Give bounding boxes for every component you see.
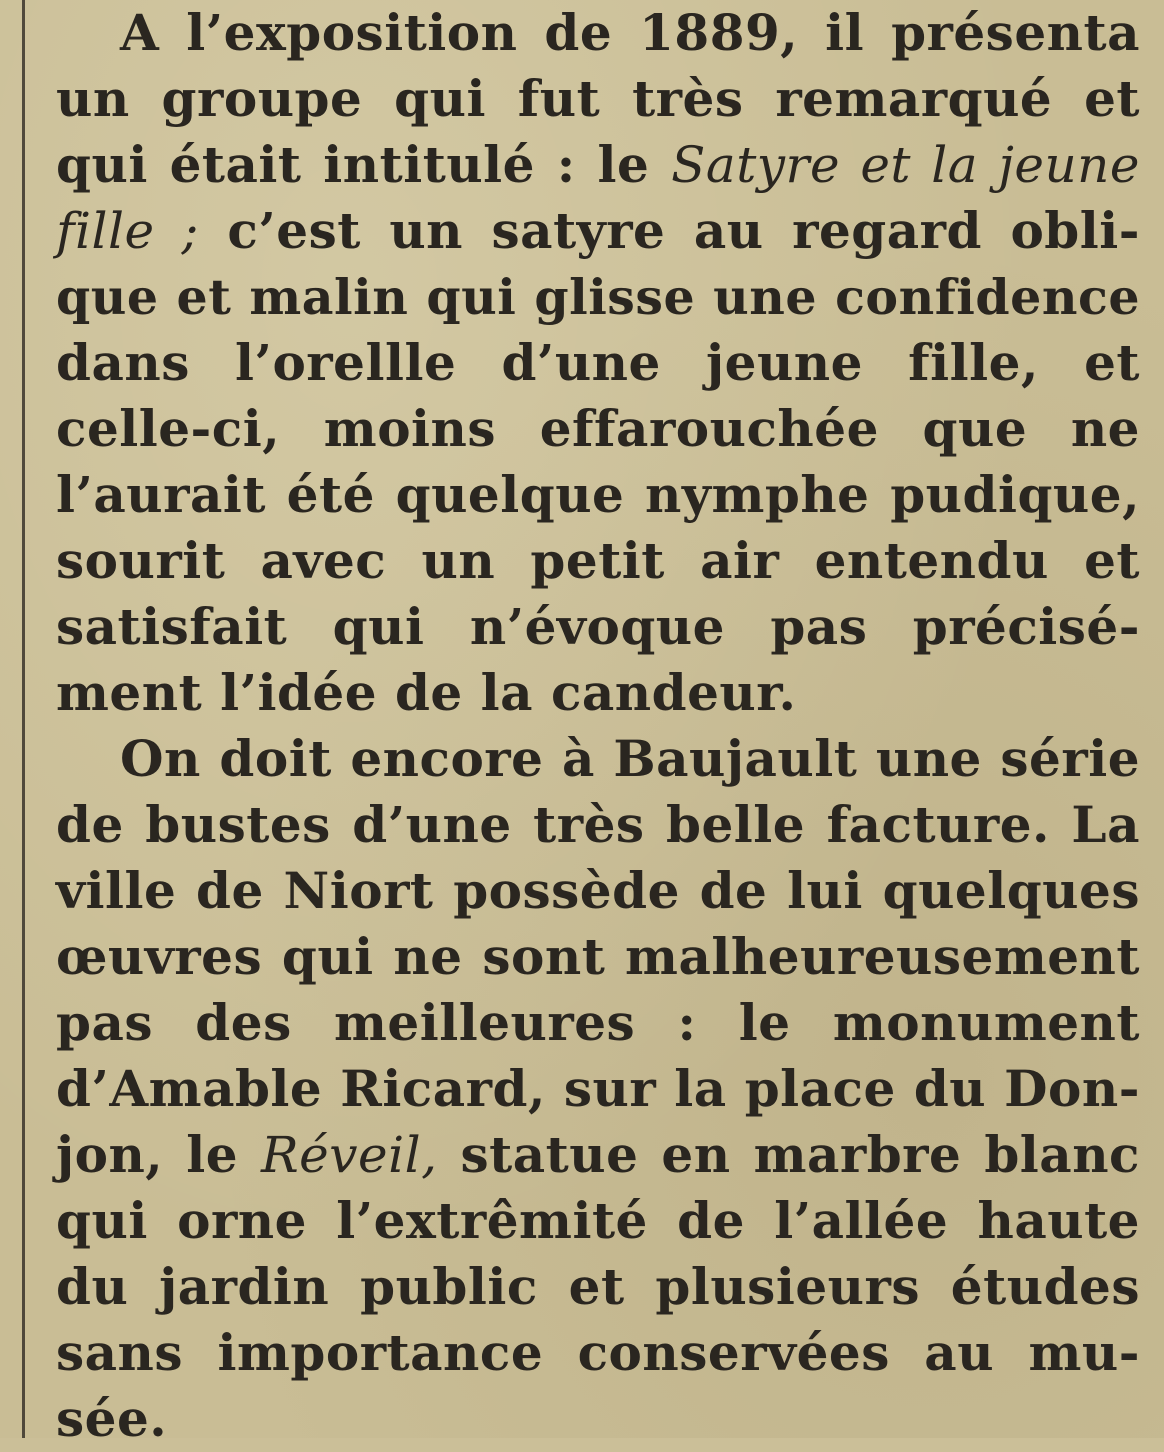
text-line: l’aurait été quelque nymphe pudique, <box>56 465 1140 524</box>
text-run: jon, le <box>56 1125 262 1184</box>
text-line: qui orne l’extrêmité de l’allée haute <box>56 1191 1140 1250</box>
column-rule <box>22 0 25 1438</box>
text-line: sourit avec un petit air entendu et <box>56 531 1140 590</box>
text-line: ville de Niort possède de lui quelques <box>56 861 1140 920</box>
text-line <box>56 198 1140 264</box>
text-line: celle-ci, moins effarouchée que ne <box>56 399 1140 458</box>
text-run: c’est un satyre au regard obli- <box>198 201 1140 260</box>
text-line: de bustes d’une très belle facture. La <box>56 795 1140 854</box>
text-run: qui était intitulé : le <box>56 135 672 194</box>
text-line: ment l’idée de la candeur. <box>56 663 797 722</box>
text-line: que et malin qui glisse une confidence <box>56 268 1140 326</box>
text-line: du jardin public et plusieurs études <box>56 1257 1140 1316</box>
text-line: sans importance conservées au mu- <box>56 1323 1140 1382</box>
text-line <box>56 132 1140 198</box>
text-line: un groupe qui fut très remarqué et <box>56 69 1140 128</box>
artwork-title: Réveil, <box>261 1126 438 1184</box>
text-line <box>56 1122 1140 1188</box>
text-line: sée. <box>56 1389 168 1448</box>
artwork-title: Satyre et la jeune <box>671 136 1140 194</box>
text-line: pas des meilleures : le monument <box>56 993 1140 1052</box>
text-line: d’Amable Ricard, sur la place du Don- <box>56 1059 1140 1118</box>
text-line: œuvres qui ne sont malheureusement <box>56 927 1140 986</box>
artwork-title: fille ; <box>56 202 199 260</box>
text-run: statue en marbre blanc <box>437 1125 1140 1184</box>
text-line: dans l’orellle d’une jeune fille, et <box>56 333 1140 392</box>
text-line: satisfait qui n’évoque pas précisé- <box>56 597 1140 656</box>
text-line: On doit encore à Baujault une série <box>120 729 1140 788</box>
text-line: A l’exposition de 1889, il présenta <box>120 3 1140 62</box>
